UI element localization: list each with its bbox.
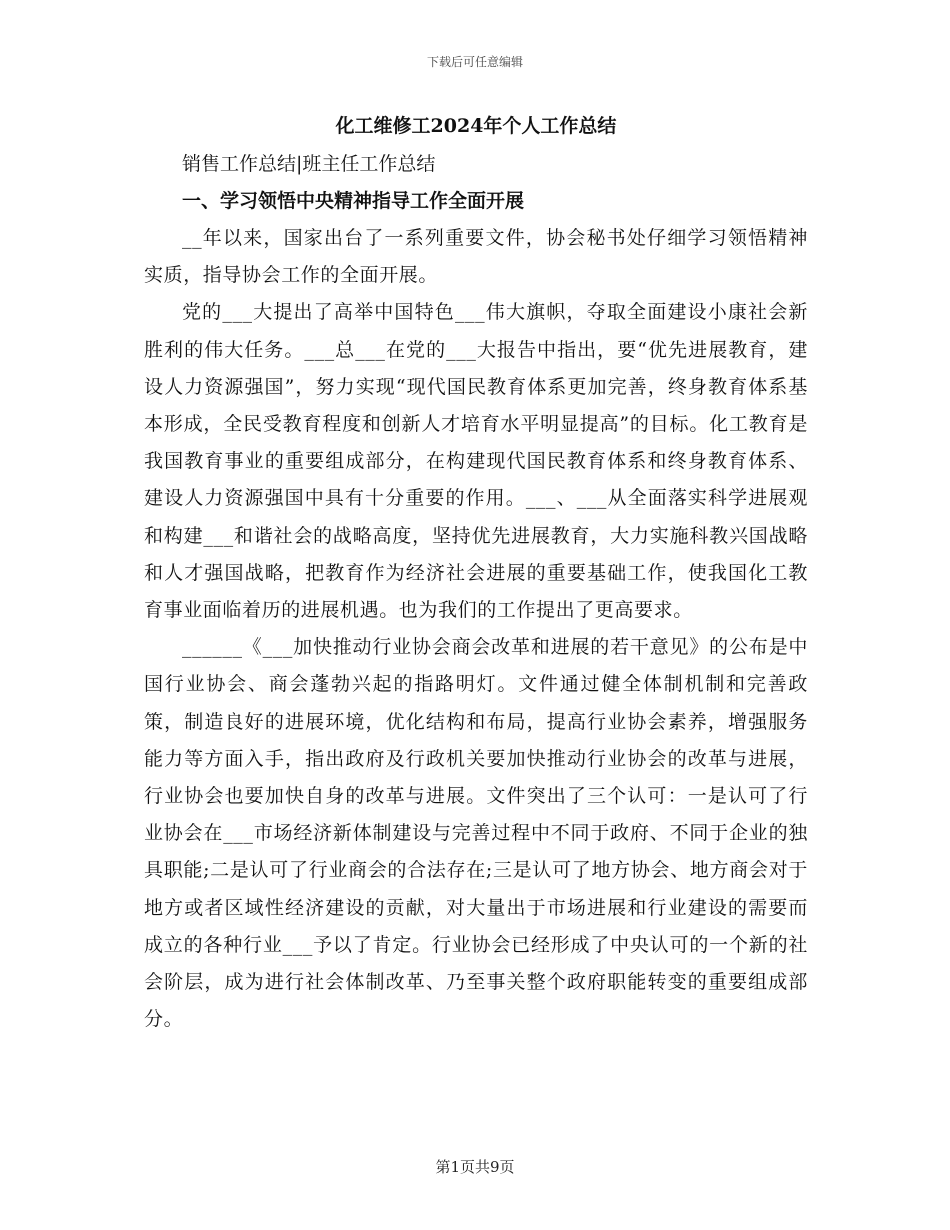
page-header-note: 下载后可任意编辑 <box>426 55 523 69</box>
paragraph: ______《___加快推动行业协会商会改革和进展的若干意见》的公布是中国行业协会、商会蓬勃兴起的指路明灯。文件通过健全体制机制和完善政策，制造良好的进展环境，优化结构和布局，提高行业协会素养，增强服务能力等方面入手，指出政府及行政机关要加快推动行业协会的改革与进展，行业协会也要加快自身的改革与进展。文件突出了三个认可：一是认可了行业协会在___市场经济新体制建设与完善过程中不同于政府、不同于企业的独具职能;二是认可了行业商会的合法存在;三是认可了地方协会、地方商会对于地方或者区域性经济建设的贡献，对大量出于市场进展和行业建设的需要而成立的各种行业___予以了肯定。行业协会已经形成了中央认可的一个新的社会阶层，成为进行社会体制改革、乃至事关整个政府职能转变的重要组成部分。 <box>144 636 808 1031</box>
paragraph: 党的___大提出了高举中国特色___伟大旗帜，夺取全面建设小康社会新胜利的伟大任务。___总___在党的___大报告中指出，要“优先进展教育，建设人力资源强国”，努力实现“现代国民教育体系更加完善，终身教育体系基本形成，全民受教育程度和创新人才培育水平明显提高”的目标。化工教育是我国教育事业的重要组成部分，在构建现代国民教育体系和终身教育体系、建设人力资源强国中具有十分重要的作用。___、___从全面落实科学进展观和构建___和谐社会的战略高度，坚持优先进展教育，大力实施科教兴国战略和人才强国战略，把教育作为经济社会进展的重要基础工作，使我国化工教育事业面临着历的进展机遇。也为我们的工作提出了更高要求。 <box>144 301 808 622</box>
paragraph: __年以来，国家出台了一系列重要文件，协会秘书处仔细学习领悟精神实质，指导协会工作的全面开展。 <box>144 227 808 287</box>
document-title: 化工维修工2024年个人工作总结 <box>335 115 617 137</box>
page-number: 第1页共9页 <box>435 1158 515 1176</box>
document-body <box>144 108 808 1038</box>
section-heading: 一、学习领悟中央精神指导工作全面开展 <box>182 190 525 212</box>
document-subtitle: 销售工作总结|班主任工作总结 <box>182 153 436 175</box>
